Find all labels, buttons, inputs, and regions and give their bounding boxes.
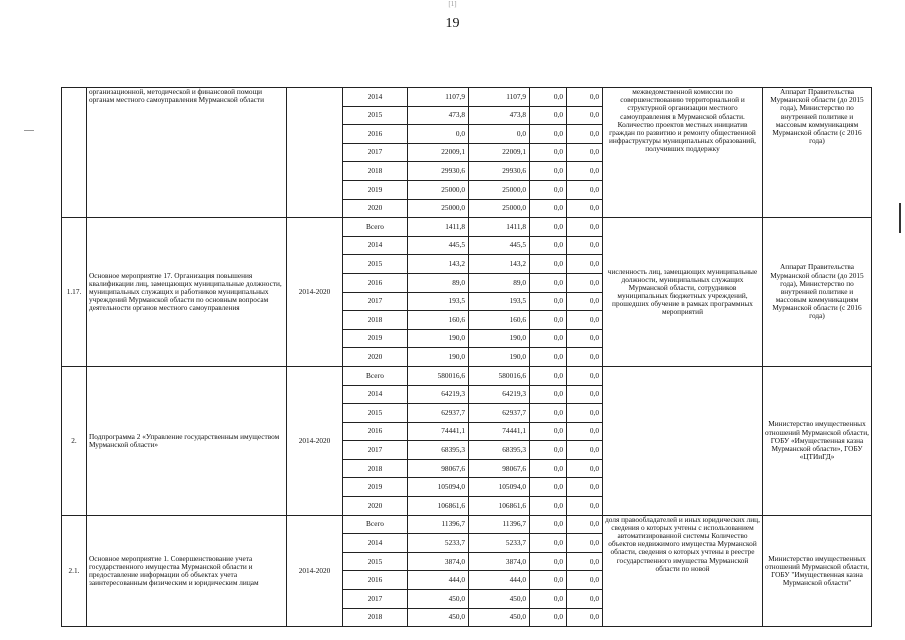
total-cell: 105094,0 [408,478,469,497]
regional-budget-cell: 190,0 [469,348,530,367]
total-cell: 0,0 [408,125,469,144]
total-cell: 160,6 [408,311,469,330]
total-cell: 68395,3 [408,441,469,460]
federal-budget-cell: 0,0 [530,236,567,255]
year-cell: 2020 [343,199,408,218]
total-cell: 190,0 [408,348,469,367]
period-cell: 2014-2020 [287,218,343,367]
period-cell [287,88,343,218]
total-cell: 3874,0 [408,552,469,571]
municipal-budget-cell: 0,0 [567,552,603,571]
municipal-budget-cell: 0,0 [567,162,603,181]
total-cell: 74441,1 [408,422,469,441]
federal-budget-cell: 0,0 [530,199,567,218]
federal-budget-cell: 0,0 [530,608,567,627]
total-cell: 22009,1 [408,143,469,162]
year-cell: Всего [343,218,408,237]
year-cell: 2017 [343,590,408,609]
federal-budget-cell: 0,0 [530,162,567,181]
federal-budget-cell: 0,0 [530,180,567,199]
municipal-budget-cell: 0,0 [567,348,603,367]
year-cell: 2016 [343,422,408,441]
year-cell: 2018 [343,162,408,181]
year-cell: Всего [343,366,408,385]
activity-name-cell: организационной, методической и финансовой помощи органам местного самоуправления Мурманской области [87,88,287,218]
table-row [62,366,872,385]
total-cell: 1411,8 [408,218,469,237]
total-cell: 450,0 [408,590,469,609]
year-cell: 2016 [343,571,408,590]
regional-budget-cell: 64219,3 [469,385,530,404]
total-cell: 25000,0 [408,199,469,218]
indicator-cell: межведомственной комиссии по совершенствованию территориальной и структурной организации местного самоуправления в Мурманской области. Количество проектов местных инициатив граждан по развитию и ремонту общественной инфраструктуры муниципальных образований, получивших поддержку [603,88,763,218]
regional-budget-cell: 5233,7 [469,534,530,553]
year-cell: 2017 [343,143,408,162]
executor-cell: Аппарат Правительства Мурманской области (до 2015 года), Министерство по внутренней политике и массовым коммуникациям Мурманской области (с 2016 года) [763,88,872,218]
indicator-cell: доля правообладателей и иных юридических лиц, сведения о которых учтены с использованием автоматизированной системы Количество объектов недвижимого имущества Мурманской области, сведения о которых учтены в реестре государственного имущества Мурманской области по новой [603,515,763,627]
period-cell: 2014-2020 [287,366,343,515]
indicator-cell: численность лиц, замещающих муниципальные должности, муниципальных служащих Мурманской области, сотрудников муниципальных бюджетных учреждений, прошедших обучение в рамках программных мероприятий [603,218,763,367]
municipal-budget-cell: 0,0 [567,385,603,404]
regional-budget-cell: 68395,3 [469,441,530,460]
year-cell: Всего [343,515,408,534]
activity-name-cell: Основное мероприятие 17. Организация повышения квалификации лиц, замещающих муниципальные должности, муниципальных служащих и работников муниципальных учреждений Мурманской области по основным вопросам деятельности органов местного самоуправления [87,218,287,367]
regional-budget-cell: 105094,0 [469,478,530,497]
regional-budget-cell: 1411,8 [469,218,530,237]
row-number-cell [62,88,87,218]
municipal-budget-cell: 0,0 [567,218,603,237]
municipal-budget-cell: 0,0 [567,255,603,274]
table-row [62,515,872,534]
municipal-budget-cell: 0,0 [567,497,603,516]
regional-budget-cell: 89,0 [469,273,530,292]
federal-budget-cell: 0,0 [530,441,567,460]
activity-name-cell: Подпрограмма 2 «Управление государственным имуществом Мурманской области» [87,366,287,515]
total-cell: 98067,6 [408,459,469,478]
federal-budget-cell: 0,0 [530,348,567,367]
executor-cell: Аппарат Правительства Мурманской области (до 2015 года), Министерство по внутренней политике и массовым коммуникациям Мурманской области (с 2016 года) [763,218,872,367]
regional-budget-cell: 1107,9 [469,88,530,107]
total-cell: 106861,6 [408,497,469,516]
municipal-budget-cell: 0,0 [567,404,603,423]
municipal-budget-cell: 0,0 [567,143,603,162]
total-cell: 64219,3 [408,385,469,404]
year-cell: 2018 [343,311,408,330]
regional-budget-cell: 106861,6 [469,497,530,516]
year-cell: 2019 [343,478,408,497]
year-cell: 2018 [343,608,408,627]
federal-budget-cell: 0,0 [530,273,567,292]
federal-budget-cell: 0,0 [530,125,567,144]
regional-budget-cell: 450,0 [469,590,530,609]
header-mark: [1] [448,0,457,8]
federal-budget-cell: 0,0 [530,534,567,553]
regional-budget-cell: 62937,7 [469,404,530,423]
municipal-budget-cell: 0,0 [567,329,603,348]
municipal-budget-cell: 0,0 [567,590,603,609]
year-cell: 2020 [343,497,408,516]
regional-budget-cell: 580016,6 [469,366,530,385]
year-cell: 2017 [343,292,408,311]
federal-budget-cell: 0,0 [530,143,567,162]
municipal-budget-cell: 0,0 [567,88,603,107]
regional-budget-cell: 25000,0 [469,180,530,199]
activity-name-cell: Основное мероприятие 1. Совершенствование учета государственного имущества Мурманской области и предоставление информации об объектах учета заинтересованным физическим и юридическим лицам [87,515,287,627]
municipal-budget-cell: 0,0 [567,459,603,478]
regional-budget-cell: 0,0 [469,125,530,144]
federal-budget-cell: 0,0 [530,311,567,330]
total-cell: 62937,7 [408,404,469,423]
indicator-cell [603,366,763,515]
total-cell: 445,5 [408,236,469,255]
regional-budget-cell: 445,5 [469,236,530,255]
federal-budget-cell: 0,0 [530,255,567,274]
municipal-budget-cell: 0,0 [567,441,603,460]
federal-budget-cell: 0,0 [530,329,567,348]
year-cell: 2015 [343,404,408,423]
municipal-budget-cell: 0,0 [567,106,603,125]
year-cell: 2015 [343,552,408,571]
year-cell: 2014 [343,88,408,107]
total-cell: 5233,7 [408,534,469,553]
total-cell: 444,0 [408,571,469,590]
municipal-budget-cell: 0,0 [567,273,603,292]
year-cell: 2015 [343,106,408,125]
regional-budget-cell: 98067,6 [469,459,530,478]
total-cell: 143,2 [408,255,469,274]
federal-budget-cell: 0,0 [530,497,567,516]
year-cell: 2016 [343,273,408,292]
year-cell: 2014 [343,385,408,404]
federal-budget-cell: 0,0 [530,515,567,534]
total-cell: 450,0 [408,608,469,627]
total-cell: 473,8 [408,106,469,125]
total-cell: 89,0 [408,273,469,292]
year-cell: 2017 [343,441,408,460]
regional-budget-cell: 11396,7 [469,515,530,534]
municipal-budget-cell: 0,0 [567,125,603,144]
federal-budget-cell: 0,0 [530,404,567,423]
regional-budget-cell: 29930,6 [469,162,530,181]
year-cell: 2014 [343,534,408,553]
page-number: 19 [445,16,460,31]
federal-budget-cell: 0,0 [530,478,567,497]
regional-budget-cell: 190,0 [469,329,530,348]
municipal-budget-cell: 0,0 [567,236,603,255]
year-cell: 2019 [343,329,408,348]
municipal-budget-cell: 0,0 [567,422,603,441]
municipal-budget-cell: 0,0 [567,608,603,627]
total-cell: 580016,6 [408,366,469,385]
year-cell: 2018 [343,459,408,478]
period-cell: 2014-2020 [287,515,343,627]
regional-budget-cell: 74441,1 [469,422,530,441]
total-cell: 190,0 [408,329,469,348]
regional-budget-cell: 143,2 [469,255,530,274]
regional-budget-cell: 450,0 [469,608,530,627]
total-cell: 193,5 [408,292,469,311]
federal-budget-cell: 0,0 [530,366,567,385]
total-cell: 25000,0 [408,180,469,199]
municipal-budget-cell: 0,0 [567,199,603,218]
year-cell: 2014 [343,236,408,255]
total-cell: 11396,7 [408,515,469,534]
federal-budget-cell: 0,0 [530,218,567,237]
federal-budget-cell: 0,0 [530,552,567,571]
row-number-cell: 2. [62,366,87,515]
regional-budget-cell: 22009,1 [469,143,530,162]
municipal-budget-cell: 0,0 [567,180,603,199]
regional-budget-cell: 473,8 [469,106,530,125]
federal-budget-cell: 0,0 [530,385,567,404]
total-cell: 29930,6 [408,162,469,181]
regional-budget-cell: 444,0 [469,571,530,590]
federal-budget-cell: 0,0 [530,590,567,609]
federal-budget-cell: 0,0 [530,571,567,590]
municipal-budget-cell: 0,0 [567,478,603,497]
federal-budget-cell: 0,0 [530,106,567,125]
regional-budget-cell: 193,5 [469,292,530,311]
executor-cell: Министерство имущественных отношений Мурманской области, ГОБУ "Имущественная казна Мурманской области" [763,515,872,627]
year-cell: 2019 [343,180,408,199]
executor-cell: Министерство имущественных отношений Мурманской области, ГОБУ «Имущественная казна Мурманской области», ГОБУ «ЦТИиГД» [763,366,872,515]
table-row [62,88,872,107]
margin-mark [899,203,901,233]
regional-budget-cell: 160,6 [469,311,530,330]
year-cell: 2016 [343,125,408,144]
municipal-budget-cell: 0,0 [567,515,603,534]
total-cell: 1107,9 [408,88,469,107]
program-funding-table [61,87,872,627]
regional-budget-cell: 25000,0 [469,199,530,218]
year-cell: 2020 [343,348,408,367]
municipal-budget-cell: 0,0 [567,292,603,311]
municipal-budget-cell: 0,0 [567,534,603,553]
federal-budget-cell: 0,0 [530,88,567,107]
table-row [62,218,872,237]
municipal-budget-cell: 0,0 [567,366,603,385]
row-number-cell: 1.17. [62,218,87,367]
year-cell: 2015 [343,255,408,274]
regional-budget-cell: 3874,0 [469,552,530,571]
federal-budget-cell: 0,0 [530,459,567,478]
federal-budget-cell: 0,0 [530,292,567,311]
row-number-cell: 2.1. [62,515,87,627]
municipal-budget-cell: 0,0 [567,311,603,330]
margin-dash [24,130,34,131]
municipal-budget-cell: 0,0 [567,571,603,590]
federal-budget-cell: 0,0 [530,422,567,441]
